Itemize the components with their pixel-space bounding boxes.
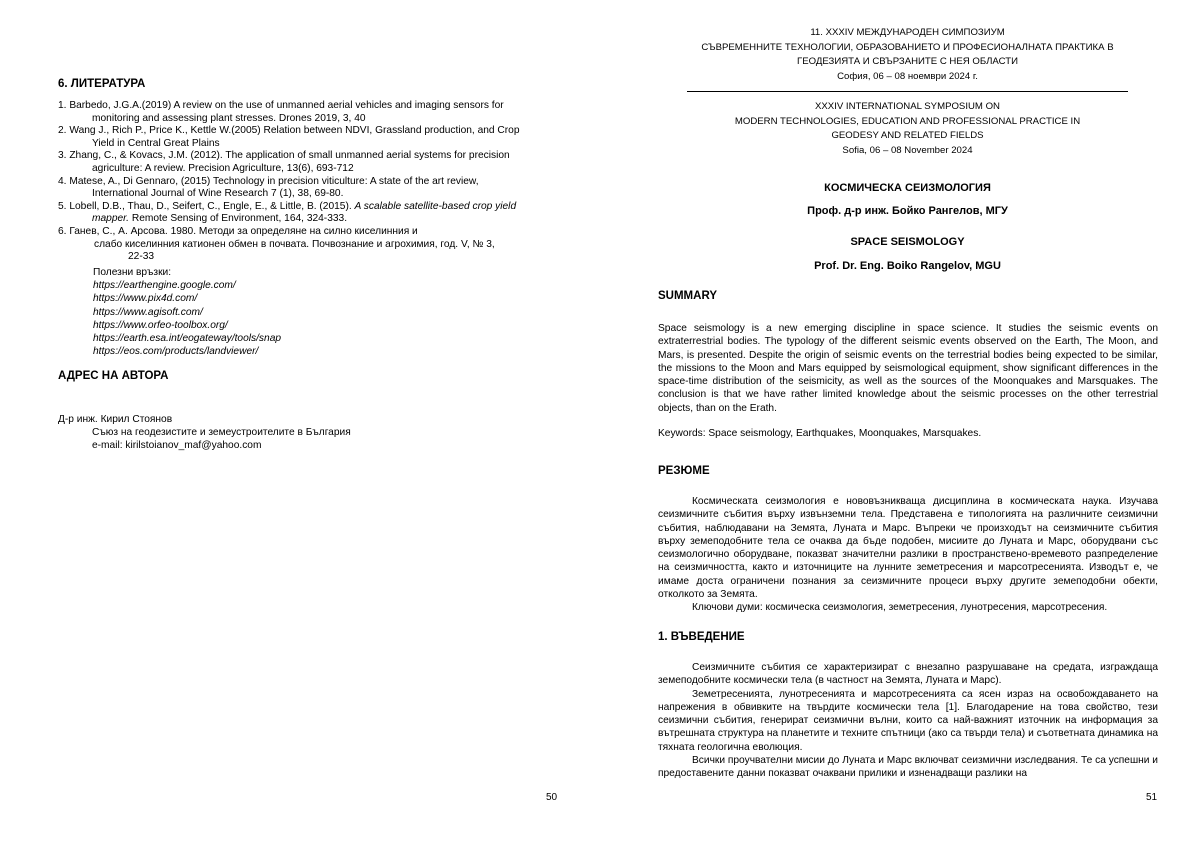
page-number: 50 (546, 792, 558, 803)
reference-item: 3. Zhang, C., & Kovacs, J.M. (2012). The application of small unmanned aerial systems for precision agriculture: A review. Precision Agriculture, 13(6), 693-712 (58, 150, 510, 174)
summary-text: Space seismology is a new emerging discipline in space science. It studies the seismic events on extraterrestrial bodies. The typology of the different seismic events observed on the Earth, The Moon, and Mars, is presented. Despite the origin of seismic events on the terrestrial bodies being expected to be similar, the missions to the Moon and Mars equipped by seismological equipment, show significant differences in the space-time distribution of the seismicity, as well as the sources of the Moonquakes and Marsquakes. The conclusion is that we have rather limited knowledge about the seismic processes on the other terrestrial objects, than on the Erath. (658, 323, 1158, 414)
author-email: e-mail: kirilstoianov_maf@yahoo.com (92, 440, 262, 451)
symposium-header-bg: 11. XXXIV МЕЖДУНАРОДЕН СИМПОЗИУМ СЪВРЕМЕННИТЕ ТЕХНОЛОГИИ, ОБРАЗОВАНИЕТО И ПРОФЕСИОНАЛНАТА ПРАКТИКА В ГЕОДЕЗИЯТА И СВЪРЗАНИТЕ С НЕЯ ОБЛАСТИ София, 06 – 08 ноември 2024 г. (701, 27, 1114, 83)
paper-author-en: Prof. Dr. Eng. Boiko Rangelov, MGU (814, 260, 1001, 272)
keywords: Keywords: Space seismology, Earthquakes, Moonquakes, Marsquakes. (658, 428, 982, 439)
paper-author-bg: Проф. д-р инж. Бойко Рангелов, МГУ (807, 205, 1008, 217)
page-number: 51 (1146, 792, 1158, 803)
reference-item: 5. Lobell, D.B., Thau, D., Seifert, C., Engle, E., & Little, B. (2015). A scalable satellite-based crop yield mapper. Remote Sensing of Environment, 164, 324-333. (58, 200, 517, 225)
author-name: Д-р инж. Кирил Стоянов (58, 414, 173, 425)
link[interactable]: https://earth.esa.int/eogateway/tools/snap (93, 333, 282, 345)
reference-item: 2. Wang J., Rich P., Price K., Kettle W.(2005) Relation between NDVI, Grassland production, and Crop Yield in Central Great Plains (58, 125, 520, 149)
summary-heading: SUMMARY (658, 290, 717, 302)
resume-heading: РЕЗЮМЕ (658, 465, 710, 477)
link[interactable]: https://www.agisoft.com/ (93, 306, 203, 318)
reference-item: 4. Matese, A., Di Gennaro, (2015) Technology in precision viticulture: A state of the art review, International Journal of Wine Research 7 (1), 38, 69-80. (58, 175, 479, 200)
resume-text: Космическата сеизмология е нововъзникваща дисциплина в космическата наука. Изучава сеизмичните събития върху извънземни тела. Представена е типологията на различните сеизмични събития, наблюдавани на Земята, Луната и Марс. Въпреки че произходът на сеизмичните събития върху земеподобните тела се очаква да бъде подобен, мисиите до Луната и Марс, оборудвани със сеизмологично оборудване, показват значителни разлики в пространствено-времевото разпределение на сеизмичността, както и източниците на лунните земетресения и марсотресенията. Изводът е, че имаме доста ограничени познания за сеизмичните процеси върху другите земеподобни обекти, отколкото за Земята. Ключови думи: космическа сеизмология, земетресения, лунотресения, марсотресения. (658, 496, 1158, 614)
author-address (58, 413, 351, 452)
references-list (58, 100, 558, 264)
useful-links (93, 266, 281, 358)
author-heading: АДРЕС НА АВТОРА (58, 370, 169, 382)
symposium-header-en: XXXIV INTERNATIONAL SYMPOSIUM ON MODERN TECHNOLOGIES, EDUCATION AND PROFESSIONAL PRACTICE IN GEODESY AND RELATED FIELDS Sofia, 06 – 08 November 2024 (734, 101, 1081, 157)
reference-item: 6. Ганев, С., А. Арсова. 1980. Методи за определяне на силно киселинния и слабо киселинния катионен обмен в почвата. Почвознание и агрохимия, год. V, № 3, 22-33 (58, 225, 495, 263)
useful-links-label: Полезни връзки: (93, 267, 172, 278)
link[interactable]: https://earthengine.google.com/ (93, 280, 236, 292)
introduction-heading: 1. ВЪВЕДЕНИЕ (658, 631, 745, 643)
reference-item: 1. Barbedo, J.G.A.(2019) A review on the use of unmanned aerial vehicles and imaging sensors for monitoring and assessing plant stresses. Drones 2019, 3, 40 (58, 100, 504, 124)
author-organization: Съюз на геодезистите и земеустроителите в България (92, 427, 351, 438)
references-heading: 6. ЛИТЕРАТУРА (58, 78, 146, 90)
paper-title-en: SPACE SEISMOLOGY (850, 236, 965, 248)
introduction-text: Сеизмичните събития се характеризират с внезапно разрушаване на средата, изграждаща земеподобните космически тела (в частност на Земята, Луната и Марс). Земетресенията, лунотресенията и марсотресенията са ясен израз на освобождаването на напрежения в обвивките на твърдите космически тела [1]. Благодарение на това свойство, тези сеизмични събития, генерират сеизмични вълни, които са най-важният източник на информация за вътрешната структура на планетите и техните спътници (ако са твърди тела) и съответната динамика на тяхната геологична еволюция. Всички проучвателни мисии до Луната и Марс включват сеизмични изследвания. Те са успешни и предоставените данни показват очаквани прилики и изненадващи разлики на (658, 662, 1158, 780)
link[interactable]: https://www.orfeo-toolbox.org/ (93, 319, 228, 331)
header-divider (687, 91, 1128, 92)
link[interactable]: https://www.pix4d.com/ (93, 293, 198, 305)
paper-title-bg: КОСМИЧЕСКА СЕИЗМОЛОГИЯ (824, 182, 991, 194)
link[interactable]: https://eos.com/products/landviewer/ (93, 346, 259, 358)
